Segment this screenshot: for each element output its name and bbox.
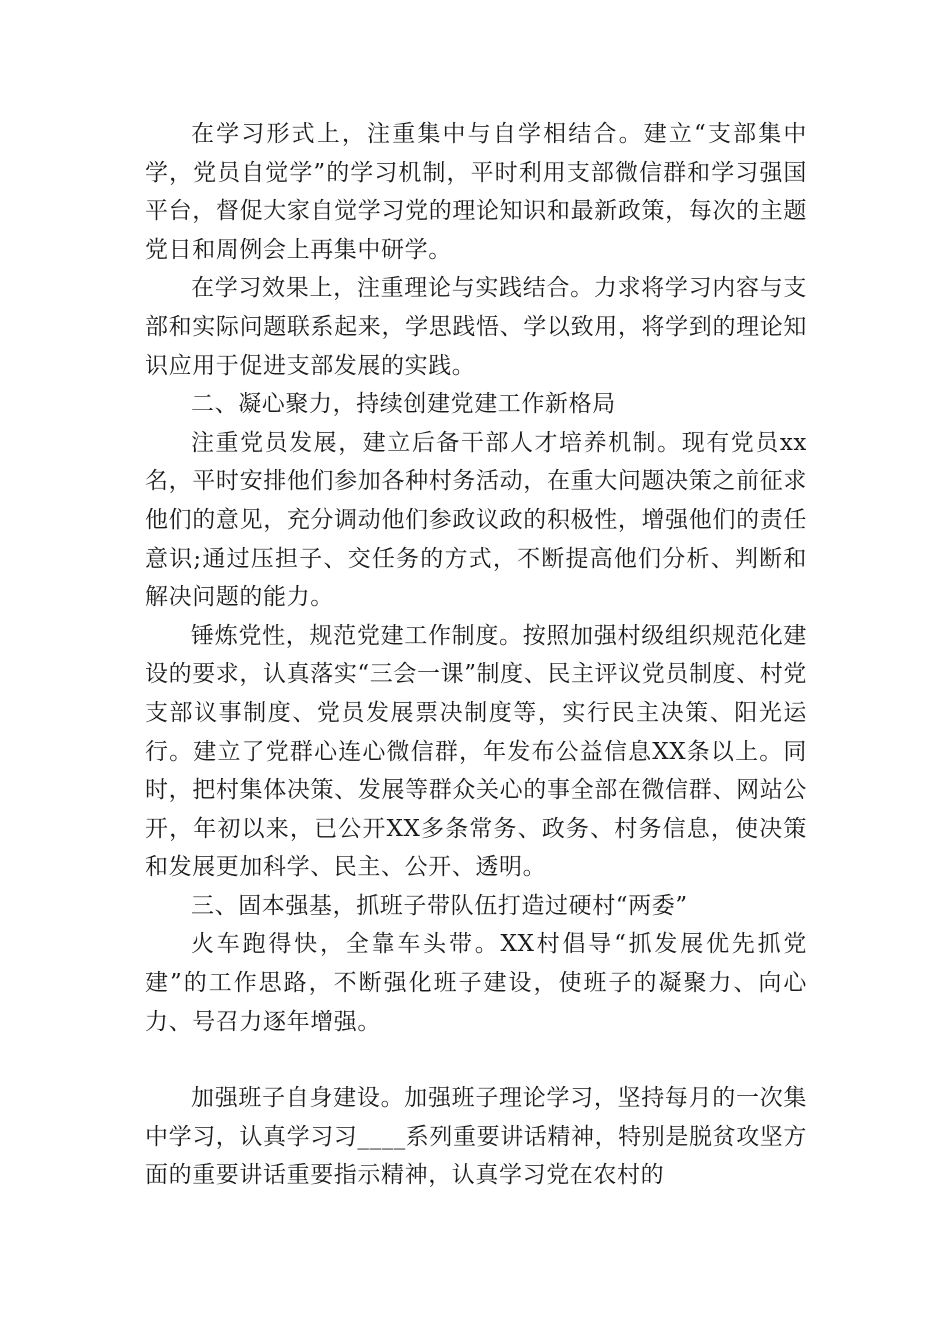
paragraph-leadership: 火车跑得快，全靠车头带。XX村倡导“抓发展优先抓党建”的工作思路，不断强化班子建设，使班子的凝聚力、向心力、号召力逐年增强。 xyxy=(145,931,807,1035)
paragraph-party-discipline: 锤炼党性，规范党建工作制度。按照加强村级组织规范化建设的要求，认真落实“三会一课”制度、民主评议党员制度、村党支部议事制度、党员发展票决制度等，实行民主决策、阳光运行。建立了党群心连心微信群，年发布公益信息XX条以上。同时，把村集体决策、发展等群众关心的事全部在微信群、网站公开，年初以来，已公开XX多条常务、政务、村务信息，使决策和发展更加科学、民主、公开、透明。 xyxy=(145,622,807,881)
paragraph-study-form: 在学习形式上，注重集中与自学相结合。建立“支部集中学，党员自觉学”的学习机制，平时利用支部微信群和学习强国平台，督促大家自觉学习党的理论知识和最新政策，每次的主题党日和周例会上再集中研学。 xyxy=(145,121,807,263)
paragraph-gap xyxy=(145,1041,807,1079)
paragraph-member-development: 注重党员发展，建立后备干部人才培养机制。现有党员xx名，平时安排他们参加各种村务活动，在重大问题决策之前征求他们的意见，充分调动他们参政议政的积极性，增强他们的责任意识;通过压担子、交任务的方式，不断提高他们分析、判断和解决问题的能力。 xyxy=(145,429,807,611)
section-heading-2: 二、凝心聚力，持续创建党建工作新格局 xyxy=(191,391,616,418)
document-body xyxy=(145,115,807,1195)
section-heading-3: 三、固本强基，抓班子带队伍打造过硬村“两委” xyxy=(191,892,688,919)
paragraph-team-building: 加强班子自身建设。加强班子理论学习，坚持每月的一次集中学习，认真学习习____系列重要讲话精神，特别是脱贫攻坚方面的重要讲话重要指示精神，认真学习党在农村的 xyxy=(145,1085,807,1189)
paragraph-study-effect: 在学习效果上，注重理论与实践结合。力求将学习内容与支部和实际问题联系起来，学思践悟、学以致用，将学到的理论知识应用于促进支部发展的实践。 xyxy=(145,275,807,379)
